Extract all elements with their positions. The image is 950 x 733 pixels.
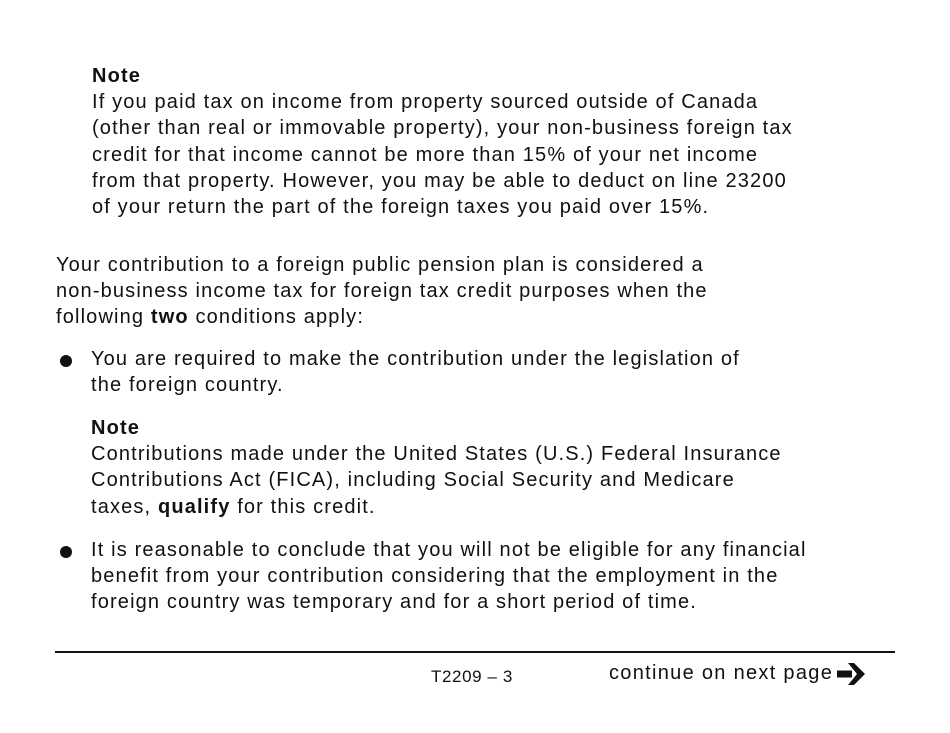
intro-paragraph	[56, 252, 708, 331]
bullet-icon	[60, 546, 72, 558]
note-foreign-property	[92, 63, 793, 220]
emphasis-qualify: qualify	[157, 495, 231, 518]
emphasis-two: two	[150, 306, 189, 329]
bullet-line: It is reasonable to conclude that you will not be eligible for any financial	[91, 539, 807, 561]
note-line: Contributions Act (FICA), including Social Security and Medicare	[91, 469, 735, 492]
note-line: from that property. However, you may be able to deduct on line 23200	[92, 169, 787, 192]
bullet-line: foreign country was temporary and for a short period of time.	[91, 591, 697, 614]
note-line: credit for that income cannot be more than 15% of your net income	[92, 143, 759, 166]
note-line: If you paid tax on income from property sourced outside of Canada	[92, 91, 759, 114]
note-heading: Note	[92, 65, 142, 87]
intro-line: following two conditions apply:	[56, 306, 365, 329]
note-line: Contributions made under the United States (U.S.) Federal Insurance	[91, 443, 782, 466]
form-page-number: T2209 – 3	[431, 667, 513, 686]
note-heading: Note	[91, 417, 141, 439]
condition-bullet-1	[91, 346, 740, 398]
note-line: taxes, qualify for this credit.	[91, 495, 376, 518]
continue-label: continue on next page	[609, 662, 834, 684]
arrow-right-icon	[837, 663, 865, 685]
bullet-icon	[60, 355, 72, 367]
condition-bullet-2	[91, 537, 807, 616]
continue-next-page-link[interactable]	[609, 662, 865, 685]
intro-line: non-business income tax for foreign tax credit purposes when the	[56, 280, 708, 303]
note-line: of your return the part of the foreign taxes you paid over 15%.	[92, 196, 710, 219]
bullet-line: benefit from your contribution considering that the employment in the	[91, 565, 779, 588]
bullet-line: You are required to make the contribution under the legislation of	[91, 348, 740, 370]
note-line: (other than real or immovable property), your non-business foreign tax	[92, 117, 793, 140]
note-fica	[91, 415, 782, 520]
bullet-line: the foreign country.	[91, 374, 284, 397]
intro-line: Your contribution to a foreign public pension plan is considered a	[56, 254, 704, 276]
footer-divider	[55, 651, 895, 653]
